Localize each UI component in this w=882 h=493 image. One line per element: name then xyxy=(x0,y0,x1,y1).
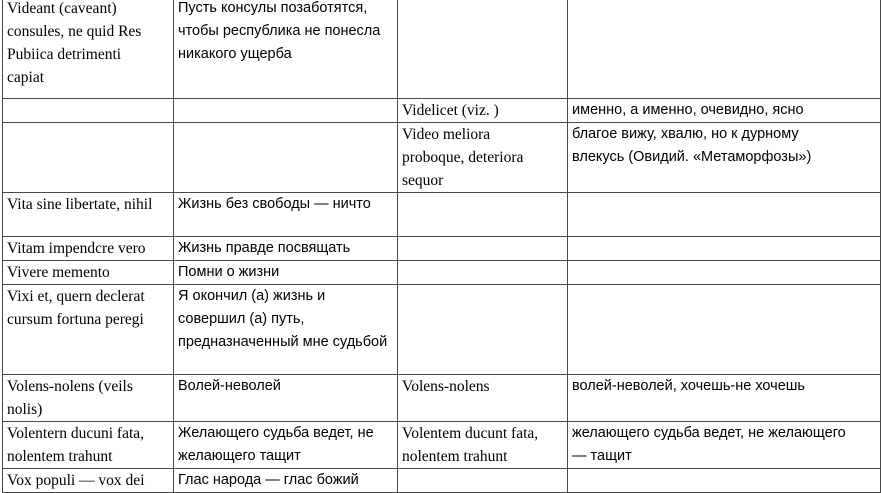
translation-cell: Желающего судьба ведет, не желающего тащит xyxy=(174,422,398,469)
latin-phrase-alt-cell xyxy=(398,469,568,493)
table-row xyxy=(3,123,881,193)
translation-cell xyxy=(174,123,398,193)
translation-alt-cell: благое вижу, хвалю, но к дурному влекусь (Овидий. «Метаморфозы») xyxy=(568,123,881,193)
latin-phrase-alt-cell: Videlicet (viz. ) xyxy=(398,99,568,123)
phrases-table xyxy=(2,0,881,493)
translation-alt-cell xyxy=(568,193,881,237)
table-row xyxy=(3,0,881,99)
translation-alt-cell xyxy=(568,285,881,375)
table-row xyxy=(3,237,881,261)
translation-cell: Помни о жизни xyxy=(174,261,398,285)
latin-phrase-alt-cell: Volentem ducunt fata, nolentem trahunt xyxy=(398,422,568,469)
translation-alt-cell xyxy=(568,261,881,285)
translation-alt-cell: волей-неволей, хочешь-не хочешь xyxy=(568,375,881,422)
table-row xyxy=(3,285,881,375)
translation-cell: Глас народа — глас божий xyxy=(174,469,398,493)
translation-alt-cell xyxy=(568,469,881,493)
latin-phrase-cell: Vivere memento xyxy=(3,261,174,285)
translation-cell xyxy=(174,99,398,123)
translation-alt-cell xyxy=(568,0,881,99)
translation-cell: Жизнь правде посвящать xyxy=(174,237,398,261)
translation-cell: Жизнь без свободы — ничто xyxy=(174,193,398,237)
latin-phrase-alt-cell xyxy=(398,0,568,99)
table-row xyxy=(3,469,881,493)
latin-phrase-cell: Vita sine libertate, nihil xyxy=(3,193,174,237)
translation-alt-cell xyxy=(568,237,881,261)
table-row xyxy=(3,193,881,237)
latin-phrase-cell: Vitam impendcre vero xyxy=(3,237,174,261)
table-row xyxy=(3,375,881,422)
latin-phrase-alt-cell xyxy=(398,193,568,237)
table-row xyxy=(3,261,881,285)
latin-phrase-alt-cell xyxy=(398,285,568,375)
latin-phrase-cell: Volentern ducuni fata, nolentem trahunt xyxy=(3,422,174,469)
translation-cell: Пусть консулы позаботятся, чтобы республика не понесла никакого ущерба xyxy=(174,0,398,99)
latin-phrase-alt-cell: Video meliora proboque, deteriora sequor xyxy=(398,123,568,193)
latin-phrase-alt-cell: Volens-nolens xyxy=(398,375,568,422)
latin-phrase-cell: Volens-nolens (veils nolis) xyxy=(3,375,174,422)
latin-phrase-cell xyxy=(3,123,174,193)
latin-phrase-alt-cell xyxy=(398,261,568,285)
translation-alt-cell: именно, а именно, очевидно, ясно xyxy=(568,99,881,123)
latin-phrase-cell: Vixi et, quern declerat cursum fortuna peregi xyxy=(3,285,174,375)
latin-phrase-cell: Vox populi — vox dei xyxy=(3,469,174,493)
latin-phrase-alt-cell xyxy=(398,237,568,261)
translation-cell: Волей-неволей xyxy=(174,375,398,422)
latin-phrase-cell xyxy=(3,99,174,123)
latin-phrase-cell: Videant (caveant) consules, ne quid Res Pubiica detrimenti capiat xyxy=(3,0,174,99)
translation-cell: Я окончил (а) жизнь и совершил (а) путь, предназначенный мне судьбой xyxy=(174,285,398,375)
translation-alt-cell: желающего судьба ведет, не желающего — тащит xyxy=(568,422,881,469)
table-row xyxy=(3,422,881,469)
table-row xyxy=(3,99,881,123)
